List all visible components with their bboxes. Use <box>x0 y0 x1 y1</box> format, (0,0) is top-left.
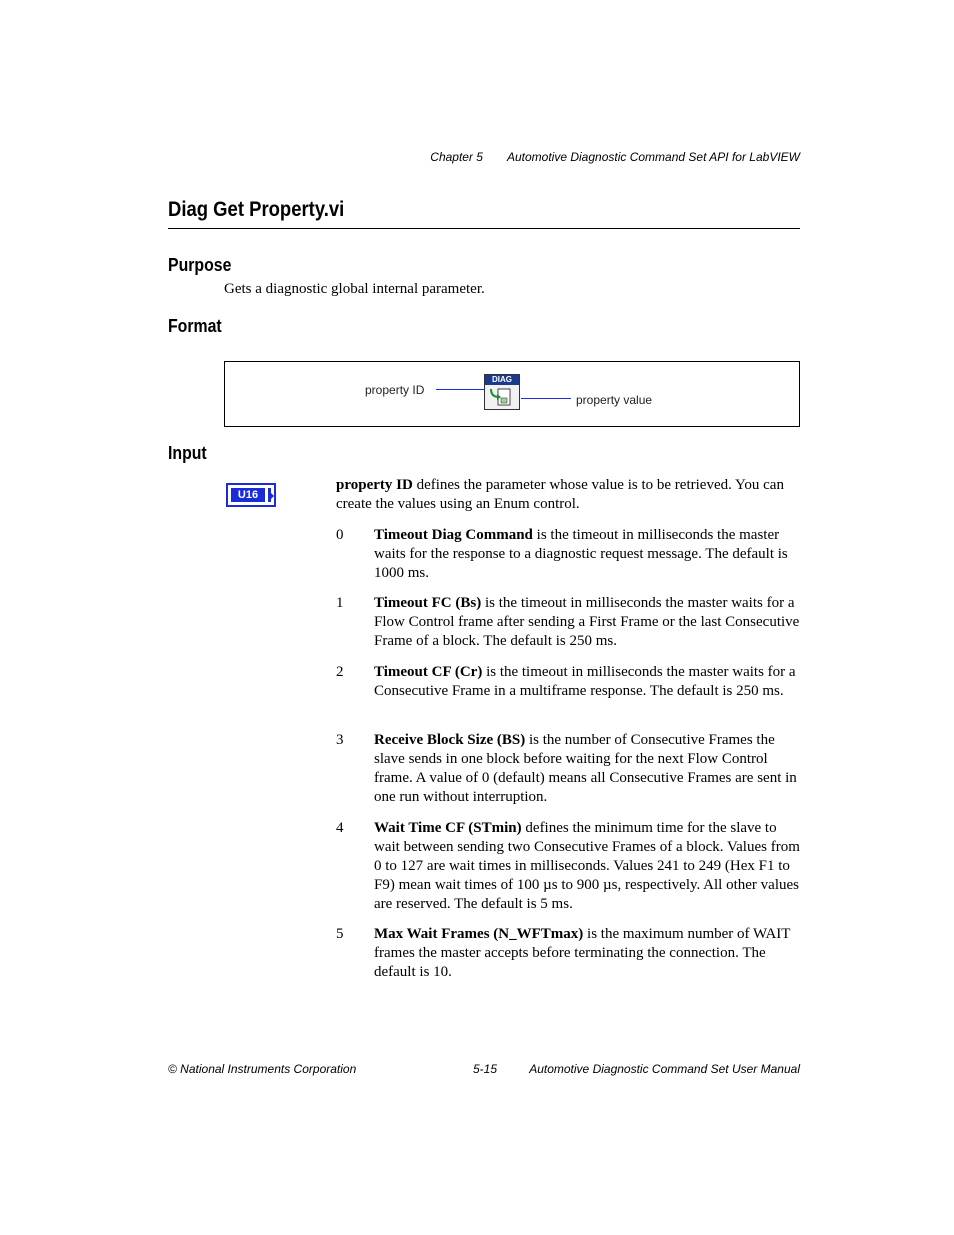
footer-copyright: © National Instruments Corporation <box>168 1062 357 1076</box>
item-number: 1 <box>336 595 344 611</box>
item-text: is the timeout in milliseconds the master waits for the response to a diagnostic request message. The default is 1000 ms. <box>374 527 788 581</box>
item-text: is the number of Consecutive Frames the slave sends in one block before waiting for the next Flow Control frame. A value of 0 (default) means all Consecutive Frames are sent in one run without interruption. <box>374 732 797 805</box>
item-number: 4 <box>336 820 344 836</box>
item-number: 2 <box>336 664 344 680</box>
item-name: Receive Block Size (BS) <box>374 732 526 748</box>
purpose-heading: Purpose <box>168 255 232 275</box>
diag-get-icon <box>485 385 519 409</box>
item-name: Wait Time CF (STmin) <box>374 820 522 836</box>
u16-terminal-icon <box>226 483 276 507</box>
u16-badge: U16 <box>231 488 265 502</box>
item-text: is the timeout in milliseconds the master waits for a Flow Control frame after sending a First Frame or the last Consecutive Frame of a block. The default is 250 ms. <box>374 595 800 649</box>
footer-page-number: 5-15 <box>473 1062 498 1076</box>
input-heading: Input <box>168 443 207 463</box>
item-name: Timeout CF (Cr) <box>374 664 483 680</box>
input-terminal-label: property ID <box>365 383 425 397</box>
param-description <box>336 476 800 514</box>
purpose-text: Gets a diagnostic global internal parameter. <box>224 281 485 297</box>
item-text: is the timeout in milliseconds the master waits for a Consecutive Frame in a multiframe response. The default is 250 ms. <box>374 664 796 699</box>
item-number: 0 <box>336 527 344 543</box>
input-wire <box>436 389 484 390</box>
item-number: 5 <box>336 926 344 942</box>
list-item <box>374 663 800 701</box>
list-item <box>374 819 800 914</box>
chapter-number: Chapter 5 <box>430 150 483 164</box>
list-item <box>374 526 800 583</box>
item-name: Max Wait Frames (N_WFTmax) <box>374 926 584 942</box>
item-name: Timeout FC (Bs) <box>374 595 482 611</box>
vi-icon <box>484 374 520 410</box>
param-name: property ID <box>336 477 413 493</box>
list-item <box>374 594 800 651</box>
item-text: is the maximum number of WAIT frames the master accepts before terminating the connection. The default is 10. <box>374 926 791 980</box>
vi-icon-banner: DIAG <box>485 375 519 385</box>
output-wire <box>521 398 571 399</box>
list-item <box>374 731 800 807</box>
chapter-title: Automotive Diagnostic Command Set API for LabVIEW <box>506 150 800 164</box>
running-header <box>0 150 800 164</box>
footer-manual-title: Automotive Diagnostic Command Set User Manual <box>529 1062 800 1076</box>
terminal-arrow-icon <box>271 493 274 499</box>
output-terminal-label: property value <box>576 393 653 407</box>
list-item <box>374 925 800 982</box>
item-number: 3 <box>336 732 344 748</box>
item-text: defines the minimum time for the slave to wait between sending two Consecutive Frames of a block. Values from 0 to 127 are wait times in milliseconds. Values 241 to 249 (Hex F1 to F9) mean wait times of 100 µs to 900 µs, respectively. All other values are reserved. The default is 5 ms. <box>374 820 800 912</box>
page-title: Diag Get Property.vi <box>168 198 345 221</box>
format-heading: Format <box>168 316 222 336</box>
param-desc-text: defines the parameter whose value is to be retrieved. You can create the values using an Enum control. <box>336 477 784 512</box>
item-name: Timeout Diag Command <box>374 527 533 543</box>
title-rule <box>168 228 800 229</box>
